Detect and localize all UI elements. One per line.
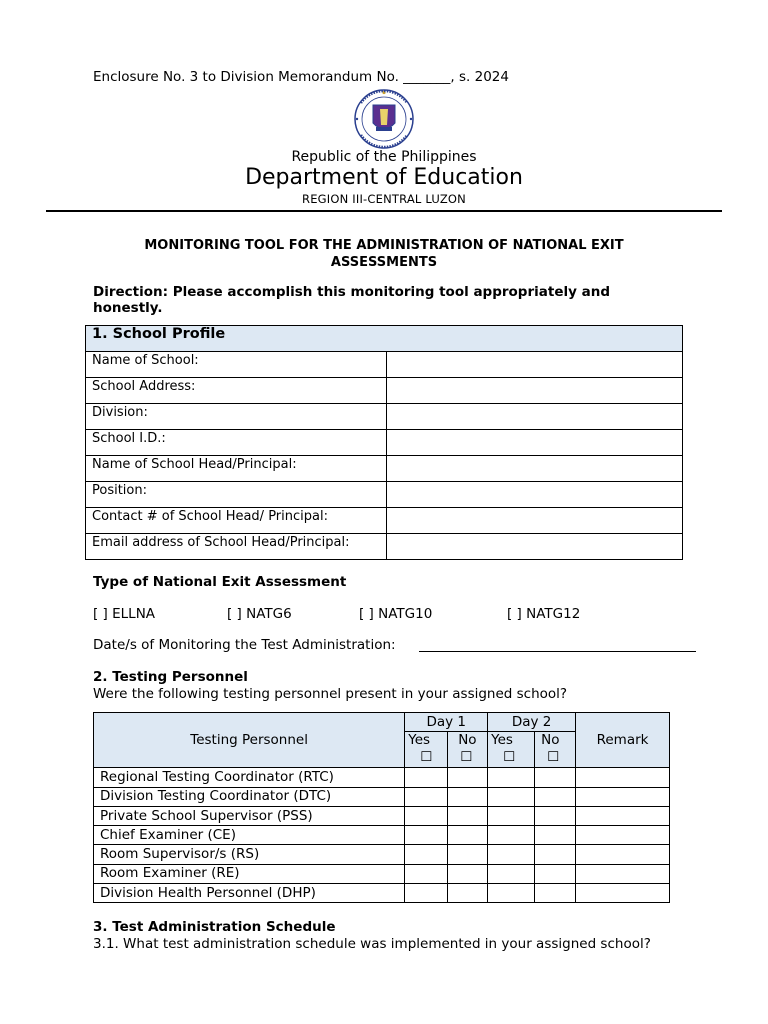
remark-cell[interactable] xyxy=(576,806,670,825)
field-value-input[interactable] xyxy=(387,508,683,534)
day1-no-cell[interactable] xyxy=(448,787,488,806)
day2-no-cell[interactable] xyxy=(535,864,576,883)
day1-no-cell[interactable] xyxy=(448,826,488,845)
table-row xyxy=(86,430,683,456)
field-label: School I.D.: xyxy=(86,430,387,456)
option-ellna[interactable]: [ ] ELLNA xyxy=(93,606,156,622)
table-row xyxy=(86,378,683,404)
header-divider xyxy=(46,210,722,212)
checkbox-icon: ☐ xyxy=(460,749,473,766)
option-natg6[interactable]: [ ] NATG6 xyxy=(227,606,292,622)
day2-yes-cell[interactable] xyxy=(488,864,535,883)
day2-no-cell[interactable] xyxy=(535,845,576,864)
table-row xyxy=(94,884,670,903)
table-row xyxy=(94,826,670,845)
personnel-name: Division Health Personnel (DHP) xyxy=(94,884,405,903)
day2-yes-cell[interactable] xyxy=(488,768,535,787)
schedule-heading: 3. Test Administration Schedule xyxy=(93,919,336,935)
remark-cell[interactable] xyxy=(576,884,670,903)
school-profile-table xyxy=(85,325,683,560)
field-label: Email address of School Head/Principal: xyxy=(86,534,387,560)
document-title: MONITORING TOOL FOR THE ADMINISTRATION OF NATIONAL EXIT ASSESSMENTS xyxy=(144,238,624,270)
day1-yes-cell[interactable] xyxy=(405,768,448,787)
field-value-input[interactable] xyxy=(387,430,683,456)
monitoring-dates-label: Date/s of Monitoring the Test Administration: xyxy=(93,637,396,653)
day2-yes-cell[interactable] xyxy=(488,845,535,864)
day2-yes-cell[interactable] xyxy=(488,826,535,845)
column-header-day1-yes xyxy=(405,732,448,768)
day2-no-cell[interactable] xyxy=(535,826,576,845)
option-natg12[interactable]: [ ] NATG12 xyxy=(507,606,581,622)
day1-yes-cell[interactable] xyxy=(405,826,448,845)
field-label: Contact # of School Head/ Principal: xyxy=(86,508,387,534)
option-natg10[interactable]: [ ] NATG10 xyxy=(359,606,433,622)
day2-no-cell[interactable] xyxy=(535,806,576,825)
day1-yes-cell[interactable] xyxy=(405,884,448,903)
no-label: No xyxy=(541,732,560,749)
remark-cell[interactable] xyxy=(576,826,670,845)
enclosure-line: Enclosure No. 3 to Division Memorandum No. _______, s. 2024 xyxy=(93,69,509,85)
column-header-day1-no xyxy=(448,732,488,768)
table-row xyxy=(94,787,670,806)
field-label: Name of School: xyxy=(86,352,387,378)
school-profile-heading: 1. School Profile xyxy=(86,326,683,352)
day2-yes-cell[interactable] xyxy=(488,787,535,806)
no-label: No xyxy=(458,732,477,749)
field-label: Division: xyxy=(86,404,387,430)
field-label: School Address: xyxy=(86,378,387,404)
remark-cell[interactable] xyxy=(576,787,670,806)
day1-no-cell[interactable] xyxy=(448,768,488,787)
day2-no-cell[interactable] xyxy=(535,884,576,903)
day1-no-cell[interactable] xyxy=(448,845,488,864)
yes-label: Yes xyxy=(491,732,513,749)
remark-cell[interactable] xyxy=(576,864,670,883)
column-header-day2-no xyxy=(535,732,576,768)
field-value-input[interactable] xyxy=(387,378,683,404)
day1-yes-cell[interactable] xyxy=(405,864,448,883)
deped-seal-icon xyxy=(349,89,419,149)
day1-yes-cell[interactable] xyxy=(405,806,448,825)
schedule-question: 3.1. What test administration schedule was implemented in your assigned school? xyxy=(93,936,651,952)
monitoring-dates-input[interactable] xyxy=(419,651,696,652)
region-line: REGION III-CENTRAL LUZON xyxy=(302,192,466,206)
column-header-day2-yes xyxy=(488,732,535,768)
table-row xyxy=(86,404,683,430)
testing-personnel-heading: 2. Testing Personnel xyxy=(93,669,248,685)
field-value-input[interactable] xyxy=(387,482,683,508)
table-row xyxy=(94,806,670,825)
direction-text: Direction: Please accomplish this monitoring tool appropriately and honestly. xyxy=(93,284,610,316)
column-header-remark: Remark xyxy=(576,713,670,768)
personnel-name: Private School Supervisor (PSS) xyxy=(94,806,405,825)
republic-line: Republic of the Philippines xyxy=(291,149,477,165)
table-row xyxy=(94,845,670,864)
day2-yes-cell[interactable] xyxy=(488,884,535,903)
field-value-input[interactable] xyxy=(387,456,683,482)
column-header-day2: Day 2 xyxy=(488,713,576,732)
testing-personnel-table xyxy=(93,712,670,903)
column-header-personnel: Testing Personnel xyxy=(94,713,405,768)
field-value-input[interactable] xyxy=(387,404,683,430)
checkbox-icon: ☐ xyxy=(503,749,516,766)
remark-cell[interactable] xyxy=(576,845,670,864)
remark-cell[interactable] xyxy=(576,768,670,787)
personnel-name: Regional Testing Coordinator (RTC) xyxy=(94,768,405,787)
field-value-input[interactable] xyxy=(387,534,683,560)
day1-yes-cell[interactable] xyxy=(405,845,448,864)
personnel-name: Room Supervisor/s (RS) xyxy=(94,845,405,864)
field-value-input[interactable] xyxy=(387,352,683,378)
day2-no-cell[interactable] xyxy=(535,768,576,787)
day2-yes-cell[interactable] xyxy=(488,806,535,825)
field-label: Name of School Head/Principal: xyxy=(86,456,387,482)
day1-no-cell[interactable] xyxy=(448,806,488,825)
table-row xyxy=(86,482,683,508)
assessment-type-label: Type of National Exit Assessment xyxy=(93,574,347,590)
day2-no-cell[interactable] xyxy=(535,787,576,806)
table-row xyxy=(86,352,683,378)
day1-yes-cell[interactable] xyxy=(405,787,448,806)
day1-no-cell[interactable] xyxy=(448,864,488,883)
testing-personnel-question: Were the following testing personnel present in your assigned school? xyxy=(93,686,568,702)
day1-no-cell[interactable] xyxy=(448,884,488,903)
table-row xyxy=(94,768,670,787)
personnel-name: Division Testing Coordinator (DTC) xyxy=(94,787,405,806)
yes-label: Yes xyxy=(408,732,431,749)
table-row xyxy=(86,534,683,560)
field-label: Position: xyxy=(86,482,387,508)
department-title: Department of Education xyxy=(245,165,523,190)
table-row xyxy=(86,456,683,482)
column-header-day1: Day 1 xyxy=(405,713,488,732)
table-row xyxy=(94,864,670,883)
checkbox-icon: ☐ xyxy=(547,749,560,766)
personnel-name: Chief Examiner (CE) xyxy=(94,826,405,845)
checkbox-icon: ☐ xyxy=(420,749,433,766)
table-row xyxy=(86,508,683,534)
personnel-name: Room Examiner (RE) xyxy=(94,864,405,883)
